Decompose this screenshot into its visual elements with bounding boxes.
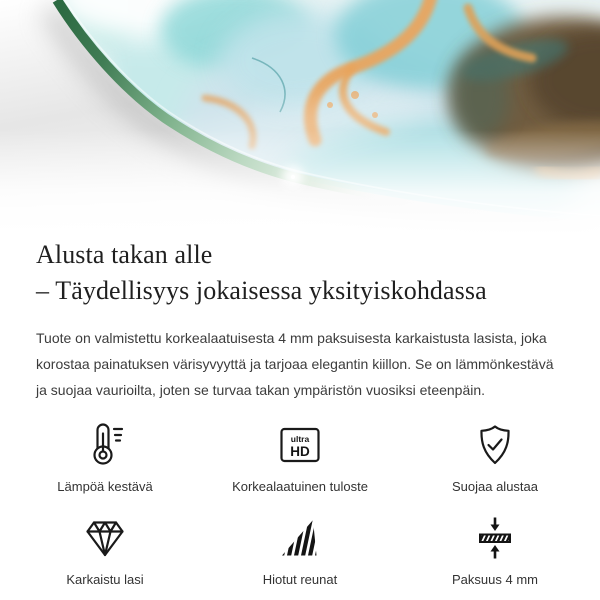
product-description: Tuote on valmistettu korkealaatuisesta 4 mm paksuisesta karkaistusta lasista, joka korostaa painatuksen värisyvyyttä ja tarjoaa elegantin kiillon. Se on lämmönkestävä ja suojaa vaurioilta, joten se turvaa takan ympäristön vuosiksi eteenpäin. <box>36 330 554 398</box>
feature-label: Karkaistu lasi <box>66 572 144 587</box>
ultra-hd-badge-top: ultra <box>290 434 310 444</box>
feature-grid <box>36 421 564 587</box>
page-title <box>36 237 564 309</box>
feature-label: Paksuus 4 mm <box>452 572 538 587</box>
feature-label: Lämpöä kestävä <box>57 479 153 494</box>
page-title-line1: Alusta takan alle <box>36 240 213 269</box>
feature-high-quality-print <box>174 421 426 494</box>
hero-product-image <box>0 0 600 235</box>
shield-check-icon <box>471 421 519 469</box>
feature-polished-edges <box>174 514 426 587</box>
ultra-hd-badge-bottom: HD <box>290 444 310 459</box>
ultra-hd-icon <box>276 421 324 469</box>
page-title-line2: – Täydellisyys jokaisessa yksityiskohdassa <box>36 276 487 305</box>
polished-edges-icon <box>276 514 324 562</box>
feature-label: Suojaa alustaa <box>451 479 538 494</box>
feature-label: Hiotut reunat <box>262 572 338 587</box>
content-section <box>0 237 600 587</box>
feature-heat-resistant <box>36 421 174 494</box>
feature-tempered-glass <box>36 514 174 587</box>
thickness-icon <box>471 514 519 562</box>
thermometer-icon <box>81 421 129 469</box>
feature-protects-surface <box>426 421 564 494</box>
diamond-icon <box>81 514 129 562</box>
feature-label: Korkealaatuinen tuloste <box>232 479 368 494</box>
feature-thickness <box>426 514 564 587</box>
